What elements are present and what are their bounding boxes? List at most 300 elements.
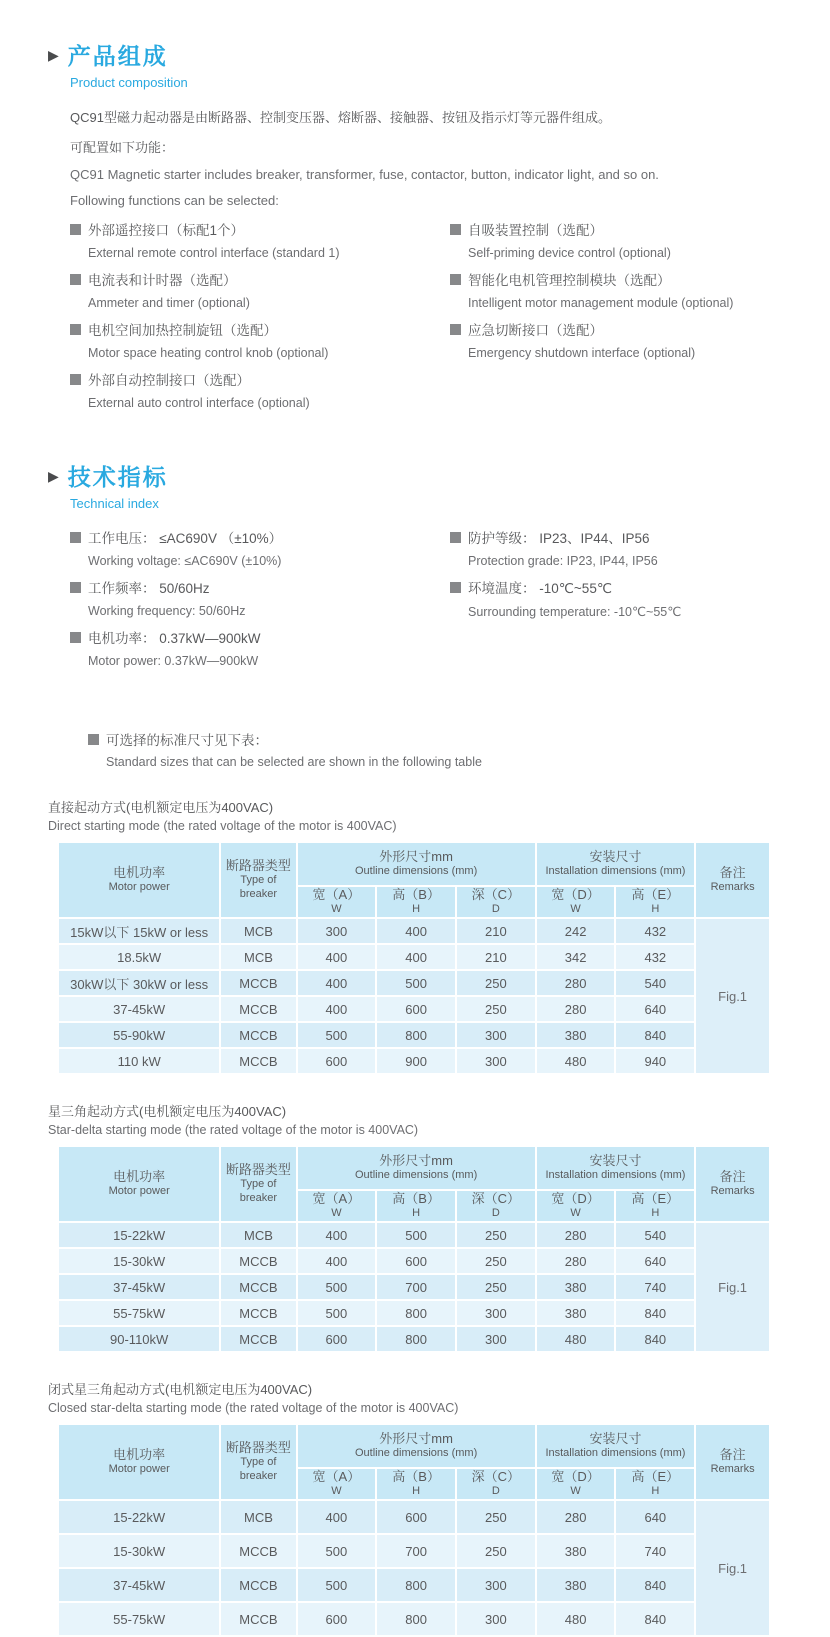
intro-line-zh-1: QC91型磁力起动器是由断路器、控制变压器、熔断器、接触器、按钮及指示灯等元器件组成。 <box>70 110 611 125</box>
header-label-en: Type of breaker <box>239 1178 278 1205</box>
spec-lists <box>70 527 830 677</box>
header-label-zh: 安装尺寸 <box>589 1431 642 1446</box>
header-label-zh: 宽（A） <box>312 1469 361 1484</box>
table-caption-en: Closed star-delta starting mode (the rated voltage of the motor is 400VAC) <box>48 1401 459 1415</box>
intro-line-zh-2: 可配置如下功能： <box>70 140 175 155</box>
header-label-en: Outline dimensions (mm) <box>354 1447 478 1460</box>
feature-zh-text: 外部自动控制接口（选配） <box>88 373 250 388</box>
table-head <box>58 842 770 918</box>
header-label-zh: 断路器类型 <box>225 858 291 874</box>
header-label-en: D <box>491 903 500 916</box>
feature-item <box>450 219 810 260</box>
col-header-breaker-type <box>220 1424 296 1500</box>
header-label-zh: 安装尺寸 <box>589 1153 642 1168</box>
col-header-motor-power <box>58 1424 220 1500</box>
cell-breaker-type: MCCB <box>220 1248 296 1274</box>
sub-col-header <box>376 1190 456 1222</box>
table-body <box>58 1500 770 1636</box>
table-block-star-delta <box>48 1101 830 1353</box>
table-row <box>58 1568 770 1602</box>
cell-dimension: 250 <box>456 1534 536 1568</box>
cell-dimension: 380 <box>536 1300 616 1326</box>
cell-dimension: 840 <box>615 1326 695 1352</box>
cell-dimension: 400 <box>297 1500 377 1534</box>
note-en: Standard sizes that can be selected are shown in the following table <box>106 755 482 769</box>
cell-dimension: 540 <box>615 1222 695 1248</box>
header-label-zh: 宽（A） <box>312 887 361 902</box>
cell-motor-power: 30kW以下 30kW or less <box>58 970 220 996</box>
sub-col-header <box>456 1190 536 1222</box>
table-caption-en: Direct starting mode (the rated voltage of the motor is 400VAC) <box>48 819 397 833</box>
feature-zh <box>450 219 810 239</box>
sub-col-header <box>456 886 536 918</box>
cell-dimension: 432 <box>615 944 695 970</box>
header-label-en: Type of breaker <box>239 874 278 901</box>
spec-list-right <box>450 527 810 677</box>
spec-item <box>70 527 450 568</box>
header-label-en: Motor power <box>108 881 170 894</box>
sub-col-header <box>456 1468 536 1500</box>
cell-motor-power: 15-22kW <box>58 1500 220 1534</box>
cell-dimension: 300 <box>456 1300 536 1326</box>
col-header-remarks <box>695 842 770 918</box>
square-bullet-icon <box>450 324 461 335</box>
spec-zh <box>70 577 450 597</box>
square-bullet-icon <box>450 274 461 285</box>
header-label-zh: 深（C） <box>471 887 521 902</box>
header-label-en: W <box>331 903 342 916</box>
cell-dimension: 500 <box>376 970 456 996</box>
cell-dimension: 740 <box>615 1274 695 1300</box>
spec-list-left <box>70 527 450 677</box>
table-caption-zh: 星三角起动方式(电机额定电压为400VAC) <box>48 1104 287 1119</box>
sub-col-header <box>297 1190 377 1222</box>
table-row <box>58 1500 770 1534</box>
table-row <box>58 1022 770 1048</box>
cell-dimension: 210 <box>456 944 536 970</box>
cell-dimension: 280 <box>536 1248 616 1274</box>
table-row <box>58 1534 770 1568</box>
cell-breaker-type: MCCB <box>220 1326 296 1352</box>
table-caption-zh: 直接起动方式(电机额定电压为400VAC) <box>48 800 274 815</box>
header-label-zh: 电机功率 <box>113 1169 166 1184</box>
cell-dimension: 600 <box>376 1248 456 1274</box>
cell-dimension: 380 <box>536 1274 616 1300</box>
header-label-zh: 断路器类型 <box>225 1162 291 1178</box>
header-label-zh: 备注 <box>719 865 746 880</box>
spec-table-closed-star-delta <box>57 1423 771 1637</box>
cell-dimension: 540 <box>615 970 695 996</box>
cell-breaker-type: MCCB <box>220 1602 296 1636</box>
cell-breaker-type: MCCB <box>220 1048 296 1074</box>
header-label-en: D <box>491 1485 500 1498</box>
feature-lists <box>70 219 830 419</box>
header-label-en: Remarks <box>710 881 755 894</box>
header-label-en: Remarks <box>710 1185 755 1198</box>
feature-zh <box>450 319 810 339</box>
header-label-en: W <box>331 1207 342 1220</box>
spec-zh-text: 工作频率： 50/60Hz <box>88 581 210 596</box>
cell-motor-power: 15-30kW <box>58 1534 220 1568</box>
table-body <box>58 1222 770 1352</box>
cell-dimension: 900 <box>376 1048 456 1074</box>
cell-dimension: 500 <box>297 1568 377 1602</box>
header-label-en: H <box>412 1485 421 1498</box>
feature-en: External auto control interface (optional) <box>88 396 310 410</box>
header-row-groups <box>58 842 770 886</box>
spec-item <box>450 577 810 619</box>
cell-dimension: 500 <box>297 1534 377 1568</box>
cell-motor-power: 37-45kW <box>58 1568 220 1602</box>
cell-breaker-type: MCCB <box>220 1274 296 1300</box>
feature-en: External remote control interface (standard 1) <box>88 246 340 260</box>
feature-zh-text: 自吸装置控制（选配） <box>468 223 603 238</box>
table-row <box>58 996 770 1022</box>
cell-dimension: 640 <box>615 1248 695 1274</box>
cell-dimension: 380 <box>536 1022 616 1048</box>
col-header-remarks <box>695 1146 770 1222</box>
spec-table-direct-starting <box>57 841 771 1075</box>
col-header-breaker-type <box>220 1146 296 1222</box>
table-row <box>58 970 770 996</box>
cell-dimension: 380 <box>536 1534 616 1568</box>
table-row <box>58 944 770 970</box>
feature-item <box>450 319 810 360</box>
table-head <box>58 1424 770 1500</box>
sub-col-header <box>615 1468 695 1500</box>
header-label-zh: 宽（D） <box>551 1191 600 1206</box>
cell-dimension: 380 <box>536 1568 616 1602</box>
sub-col-header <box>376 1468 456 1500</box>
cell-dimension: 500 <box>376 1222 456 1248</box>
table-row <box>58 1326 770 1352</box>
square-bullet-icon <box>70 374 81 385</box>
cell-dimension: 800 <box>376 1568 456 1602</box>
header-label-en: W <box>570 903 581 916</box>
cell-dimension: 300 <box>456 1022 536 1048</box>
cell-motor-power: 55-75kW <box>58 1602 220 1636</box>
header-label-zh: 高（B） <box>392 887 440 902</box>
cell-breaker-type: MCCB <box>220 1534 296 1568</box>
cell-dimension: 600 <box>297 1326 377 1352</box>
cell-dimension: 600 <box>297 1048 377 1074</box>
header-label-zh: 外形尺寸mm <box>379 1153 453 1168</box>
square-bullet-icon <box>450 582 461 593</box>
sub-col-header <box>615 1190 695 1222</box>
cell-dimension: 250 <box>456 970 536 996</box>
technical-index-title-en: Technical index <box>70 496 159 511</box>
header-label-en: W <box>570 1485 581 1498</box>
feature-item <box>70 219 450 260</box>
feature-zh-text: 电机空间加热控制旋钮（选配） <box>88 323 277 338</box>
cell-dimension: 400 <box>297 1248 377 1274</box>
spec-zh <box>450 527 810 547</box>
cell-dimension: 300 <box>456 1048 536 1074</box>
cell-remark: Fig.1 <box>695 1500 770 1636</box>
header-label-en: Installation dimensions (mm) <box>545 1169 686 1182</box>
note-zh-text: 可选择的标准尺寸见下表： <box>106 733 268 748</box>
cell-dimension: 400 <box>376 918 456 944</box>
sub-col-header <box>376 886 456 918</box>
header-label-en: W <box>331 1485 342 1498</box>
cell-motor-power: 110 kW <box>58 1048 220 1074</box>
feature-zh <box>450 269 810 289</box>
cell-dimension: 800 <box>376 1326 456 1352</box>
col-header-remarks <box>695 1424 770 1500</box>
product-intro <box>70 107 830 208</box>
sub-col-header <box>536 1190 616 1222</box>
cell-dimension: 400 <box>297 970 377 996</box>
table-row <box>58 1602 770 1636</box>
cell-dimension: 700 <box>376 1534 456 1568</box>
cell-motor-power: 37-45kW <box>58 996 220 1022</box>
header-label-en: Installation dimensions (mm) <box>545 1447 686 1460</box>
triangle-bullet-icon: ▶ <box>48 46 59 63</box>
table-head <box>58 1146 770 1222</box>
feature-item <box>70 319 450 360</box>
table-row <box>58 918 770 944</box>
header-label-zh: 深（C） <box>471 1191 521 1206</box>
feature-en: Ammeter and timer (optional) <box>88 296 250 310</box>
col-header-installation-dimensions <box>536 1146 695 1190</box>
cell-dimension: 250 <box>456 1274 536 1300</box>
header-label-en: H <box>412 1207 421 1220</box>
feature-list-right <box>450 219 810 419</box>
header-label-en: Outline dimensions (mm) <box>354 1169 478 1182</box>
header-label-zh: 高（B） <box>392 1191 440 1206</box>
spec-en: Working voltage: ≤AC690V (±10%) <box>88 554 282 568</box>
col-header-installation-dimensions <box>536 842 695 886</box>
cell-dimension: 640 <box>615 1500 695 1534</box>
spec-zh-text: 环境温度： -10℃~55℃ <box>468 581 612 596</box>
cell-dimension: 250 <box>456 1248 536 1274</box>
cell-dimension: 250 <box>456 1222 536 1248</box>
col-header-outline-dimensions <box>297 842 536 886</box>
cell-dimension: 500 <box>297 1300 377 1326</box>
header-label-zh: 高（B） <box>392 1469 440 1484</box>
cell-remark: Fig.1 <box>695 1222 770 1352</box>
cell-remark: Fig.1 <box>695 918 770 1074</box>
intro-line-en-1: QC91 Magnetic starter includes breaker, transformer, fuse, contactor, button, indicator light, and so on. <box>70 167 659 182</box>
triangle-bullet-icon: ▶ <box>48 467 59 484</box>
cell-dimension: 840 <box>615 1568 695 1602</box>
cell-breaker-type: MCCB <box>220 1022 296 1048</box>
product-composition-title-zh: 产品组成 <box>67 43 168 69</box>
spec-item <box>70 627 450 668</box>
cell-dimension: 700 <box>376 1274 456 1300</box>
header-label-zh: 断路器类型 <box>225 1440 291 1456</box>
cell-breaker-type: MCCB <box>220 1300 296 1326</box>
cell-dimension: 840 <box>615 1602 695 1636</box>
col-header-outline-dimensions <box>297 1424 536 1468</box>
square-bullet-icon <box>70 274 81 285</box>
feature-item <box>70 369 450 410</box>
spec-en: Working frequency: 50/60Hz <box>88 604 246 618</box>
cell-motor-power: 15-30kW <box>58 1248 220 1274</box>
cell-motor-power: 55-90kW <box>58 1022 220 1048</box>
feature-zh-text: 应急切断接口（选配） <box>468 323 603 338</box>
feature-zh-text: 智能化电机管理控制模块（选配） <box>468 273 671 288</box>
cell-dimension: 300 <box>456 1602 536 1636</box>
table-caption-zh: 闭式星三角起动方式(电机额定电压为400VAC) <box>48 1382 313 1397</box>
feature-en: Self-priming device control (optional) <box>468 246 671 260</box>
header-label-zh: 深（C） <box>471 1469 521 1484</box>
cell-dimension: 210 <box>456 918 536 944</box>
cell-motor-power: 15-22kW <box>58 1222 220 1248</box>
cell-dimension: 300 <box>456 1326 536 1352</box>
header-label-zh: 电机功率 <box>113 865 166 880</box>
cell-dimension: 800 <box>376 1022 456 1048</box>
cell-motor-power: 55-75kW <box>58 1300 220 1326</box>
header-row-groups <box>58 1146 770 1190</box>
table-row <box>58 1300 770 1326</box>
col-header-motor-power <box>58 842 220 918</box>
header-label-zh: 高（E） <box>631 887 680 902</box>
section-title-row <box>48 38 830 71</box>
cell-dimension: 600 <box>376 996 456 1022</box>
table-block-closed-star-delta <box>48 1379 830 1637</box>
cell-dimension: 400 <box>297 1222 377 1248</box>
square-bullet-icon <box>88 734 99 745</box>
square-bullet-icon <box>70 632 81 643</box>
square-bullet-icon <box>70 532 81 543</box>
cell-dimension: 940 <box>615 1048 695 1074</box>
feature-zh-text: 电流表和计时器（选配） <box>88 273 237 288</box>
spec-zh <box>450 577 810 597</box>
cell-dimension: 250 <box>456 996 536 1022</box>
cell-breaker-type: MCCB <box>220 996 296 1022</box>
cell-dimension: 280 <box>536 996 616 1022</box>
sub-col-header <box>297 886 377 918</box>
sub-col-header <box>536 1468 616 1500</box>
cell-dimension: 280 <box>536 970 616 996</box>
feature-en: Emergency shutdown interface (optional) <box>468 346 696 360</box>
sub-col-header <box>297 1468 377 1500</box>
note-zh <box>88 729 830 749</box>
cell-dimension: 600 <box>297 1602 377 1636</box>
cell-dimension: 480 <box>536 1602 616 1636</box>
feature-zh <box>70 269 450 289</box>
cell-dimension: 400 <box>376 944 456 970</box>
header-label-zh: 外形尺寸mm <box>379 1431 453 1446</box>
feature-zh <box>70 369 450 389</box>
header-label-en: D <box>491 1207 500 1220</box>
feature-en: Motor space heating control knob (optional) <box>88 346 329 360</box>
feature-zh <box>70 219 450 239</box>
spec-item <box>70 577 450 618</box>
header-label-zh: 宽（D） <box>551 1469 600 1484</box>
header-label-zh: 宽（A） <box>312 1191 361 1206</box>
cell-dimension: 400 <box>297 996 377 1022</box>
cell-breaker-type: MCB <box>220 918 296 944</box>
col-header-motor-power <box>58 1146 220 1222</box>
header-label-en: H <box>651 1207 660 1220</box>
cell-dimension: 400 <box>297 944 377 970</box>
feature-list-left <box>70 219 450 419</box>
spec-item <box>450 527 810 568</box>
header-label-en: Outline dimensions (mm) <box>354 865 478 878</box>
cell-dimension: 500 <box>297 1274 377 1300</box>
header-label-en: Installation dimensions (mm) <box>545 865 686 878</box>
header-label-en: Motor power <box>108 1463 170 1476</box>
standard-size-note <box>88 729 830 769</box>
cell-dimension: 600 <box>376 1500 456 1534</box>
cell-dimension: 280 <box>536 1500 616 1534</box>
cell-dimension: 840 <box>615 1300 695 1326</box>
header-label-en: W <box>570 1207 581 1220</box>
header-label-zh: 高（E） <box>631 1191 680 1206</box>
cell-dimension: 800 <box>376 1602 456 1636</box>
cell-breaker-type: MCB <box>220 944 296 970</box>
col-header-outline-dimensions <box>297 1146 536 1190</box>
spec-en: Protection grade: IP23, IP44, IP56 <box>468 554 658 568</box>
cell-dimension: 840 <box>615 1022 695 1048</box>
cell-dimension: 480 <box>536 1048 616 1074</box>
table-row <box>58 1274 770 1300</box>
sub-col-header <box>536 886 616 918</box>
table-block-direct-starting <box>48 797 830 1075</box>
cell-dimension: 500 <box>297 1022 377 1048</box>
square-bullet-icon <box>70 324 81 335</box>
feature-item <box>70 269 450 310</box>
feature-item <box>450 269 810 310</box>
cell-breaker-type: MCCB <box>220 970 296 996</box>
cell-dimension: 242 <box>536 918 616 944</box>
header-label-en: Motor power <box>108 1185 170 1198</box>
header-label-en: H <box>412 903 421 916</box>
header-row-groups <box>58 1424 770 1468</box>
col-header-installation-dimensions <box>536 1424 695 1468</box>
header-label-zh: 电机功率 <box>113 1447 166 1462</box>
spec-zh <box>70 527 450 547</box>
header-label-zh: 备注 <box>719 1169 746 1184</box>
spec-zh-text: 防护等级： IP23、IP44、IP56 <box>468 531 650 546</box>
section-title-row <box>48 459 830 492</box>
cell-motor-power: 37-45kW <box>58 1274 220 1300</box>
feature-zh-text: 外部遥控接口（标配1个） <box>88 223 245 238</box>
header-label-zh: 备注 <box>719 1447 746 1462</box>
col-header-breaker-type <box>220 842 296 918</box>
section-product-composition <box>0 0 830 419</box>
square-bullet-icon <box>450 224 461 235</box>
cell-dimension: 342 <box>536 944 616 970</box>
table-caption-en: Star-delta starting mode (the rated voltage of the motor is 400VAC) <box>48 1123 419 1137</box>
header-label-zh: 宽（D） <box>551 887 600 902</box>
intro-line-en-2: Following functions can be selected: <box>70 193 279 208</box>
cell-breaker-type: MCCB <box>220 1568 296 1602</box>
header-label-zh: 安装尺寸 <box>589 849 642 864</box>
cell-breaker-type: MCB <box>220 1222 296 1248</box>
cell-dimension: 740 <box>615 1534 695 1568</box>
header-label-zh: 高（E） <box>631 1469 680 1484</box>
header-label-en: H <box>651 903 660 916</box>
table-row <box>58 1222 770 1248</box>
square-bullet-icon <box>70 224 81 235</box>
cell-dimension: 300 <box>297 918 377 944</box>
spec-en: Motor power: 0.37kW—900kW <box>88 654 259 668</box>
cell-dimension: 280 <box>536 1222 616 1248</box>
header-label-en: Remarks <box>710 1463 755 1476</box>
cell-breaker-type: MCB <box>220 1500 296 1534</box>
cell-dimension: 800 <box>376 1300 456 1326</box>
cell-dimension: 250 <box>456 1500 536 1534</box>
cell-dimension: 300 <box>456 1568 536 1602</box>
cell-dimension: 480 <box>536 1326 616 1352</box>
spec-table-star-delta <box>57 1145 771 1353</box>
header-label-zh: 外形尺寸mm <box>379 849 453 864</box>
table-row <box>58 1048 770 1074</box>
feature-en: Intelligent motor management module (optional) <box>468 296 734 310</box>
